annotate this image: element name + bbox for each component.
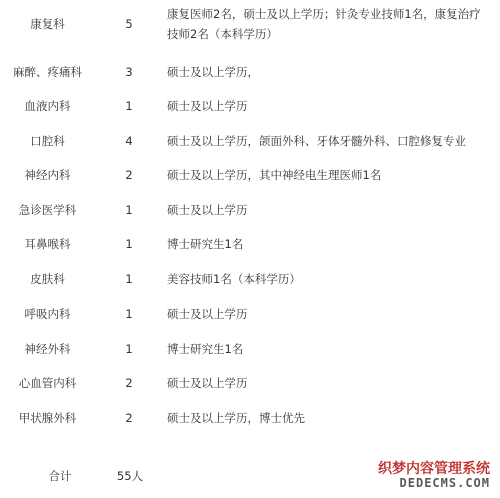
site-watermark (368, 458, 490, 492)
dept-cell: 神经内科 (24, 168, 71, 182)
total-value: 55人 (116, 469, 144, 483)
table-row (0, 304, 500, 338)
dept-cell: 心血管内科 (18, 376, 77, 390)
table-row (0, 408, 500, 442)
dept-cell: 耳鼻喉科 (24, 237, 71, 251)
table-row (0, 165, 500, 199)
requirement-line: 技师2名（本科学历） (167, 27, 278, 41)
table-row (0, 339, 500, 373)
count-cell: 4 (125, 134, 133, 148)
count-cell: 1 (125, 203, 133, 217)
count-cell: 2 (125, 168, 133, 182)
dept-cell: 呼吸内科 (24, 307, 71, 321)
count-cell: 1 (125, 99, 133, 113)
requirement-cell: 美容技师1名（本科学历） (167, 272, 301, 286)
table-row (0, 62, 500, 96)
watermark-en-text: DEDECMS.COM (399, 476, 490, 490)
requirement-cell: 博士研究生1名 (167, 342, 244, 356)
count-cell: 1 (125, 342, 133, 356)
requirement-cell: 硕士及以上学历 (167, 99, 248, 113)
requirement-cell: 硕士及以上学历，博士优先 (167, 411, 305, 425)
count-cell: 5 (125, 17, 133, 31)
count-cell: 1 (125, 307, 133, 321)
total-label: 合计 (48, 469, 72, 483)
dept-cell: 神经外科 (24, 342, 71, 356)
dept-cell: 康复科 (30, 17, 65, 31)
table-row (0, 200, 500, 234)
table-row (0, 269, 500, 303)
requirement-cell: 博士研究生1名 (167, 237, 244, 251)
dept-cell: 皮肤科 (30, 272, 65, 286)
requirement-cell: 硕士及以上学历 (167, 203, 248, 217)
table-row (0, 234, 500, 268)
count-cell: 2 (125, 376, 133, 390)
count-cell: 3 (125, 65, 133, 79)
requirement-cell: 硕士及以上学历 (167, 376, 248, 390)
requirement-cell: 硕士及以上学历，颌面外科、牙体牙髓外科、口腔修复专业 (167, 134, 466, 148)
table-row (0, 96, 500, 130)
count-cell: 1 (125, 272, 133, 286)
count-cell: 1 (125, 237, 133, 251)
dept-cell: 急诊医学科 (18, 203, 77, 217)
requirement-cell: 硕士及以上学历，其中神经电生理医师1名 (167, 168, 382, 182)
dept-cell: 口腔科 (30, 134, 65, 148)
table-row (0, 4, 500, 41)
requirement-cell: 硕士及以上学历 (167, 307, 248, 321)
dept-cell: 血液内科 (24, 99, 71, 113)
requirement-line: 康复医师2名，硕士及以上学历；针灸专业技师1名，康复治疗 (167, 7, 481, 21)
dept-cell: 甲状腺外科 (18, 411, 77, 425)
requirement-cell (167, 4, 492, 44)
dept-cell: 麻醉、疼痛科 (13, 65, 82, 79)
table-row (0, 373, 500, 407)
watermark-cn-text: 织梦内容管理系统 (378, 461, 490, 477)
count-cell: 2 (125, 411, 133, 425)
requirement-cell: 硕士及以上学历， (167, 65, 259, 79)
table-row (0, 131, 500, 165)
